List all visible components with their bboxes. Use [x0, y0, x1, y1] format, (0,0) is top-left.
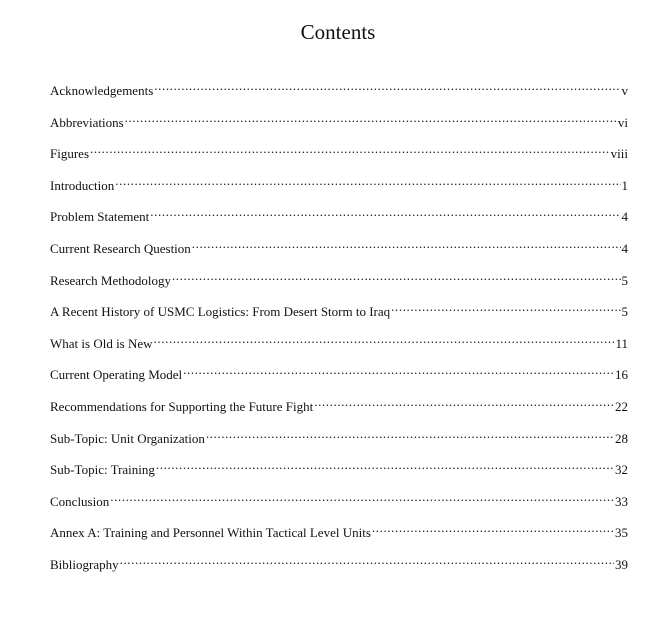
toc-entry-title: Figures [50, 146, 89, 162]
toc-entry-research-methodology[interactable] [50, 267, 628, 299]
toc-entry-title: Conclusion [50, 493, 110, 509]
dot-leader [115, 172, 620, 190]
dot-leader [125, 109, 617, 127]
toc-entry-current-operating-model[interactable] [50, 361, 628, 393]
dot-leader [90, 140, 610, 158]
toc-entry-page-number: 4 [621, 209, 628, 225]
toc-entry-page-number: 33 [615, 493, 628, 509]
dot-leader [206, 425, 614, 443]
dot-leader [154, 330, 615, 348]
toc-entry-introduction[interactable] [50, 172, 628, 204]
toc-entry-bibliography[interactable] [50, 551, 628, 583]
dot-leader [150, 203, 620, 221]
toc-entry-title: Sub-Topic: Unit Organization [50, 430, 205, 446]
toc-entry-title: Current Research Question [50, 240, 191, 256]
toc-entry-page-number: 4 [621, 240, 628, 256]
dot-leader [192, 235, 621, 253]
toc-entry-page-number: 5 [621, 272, 628, 288]
toc-entry-page-number: 22 [615, 398, 628, 414]
toc-entry-current-research-question[interactable] [50, 235, 628, 267]
dot-leader [183, 361, 614, 379]
toc-entry-old-is-new[interactable] [50, 330, 628, 362]
toc-entry-figures[interactable] [50, 140, 628, 172]
toc-entry-title: Current Operating Model [50, 367, 183, 383]
toc-entry-page-number: v [621, 83, 628, 98]
dot-leader [154, 77, 620, 95]
toc-entry-unit-organization[interactable] [50, 425, 628, 457]
toc-entry-abbreviations[interactable] [50, 109, 628, 141]
toc-entry-problem-statement[interactable] [50, 203, 628, 235]
toc-entry-training[interactable] [50, 456, 628, 488]
toc-entry-page-number: 28 [615, 430, 628, 446]
toc-entry-title: Sub-Topic: Training [50, 462, 155, 478]
toc-entry-page-number: vi [617, 114, 628, 130]
toc-entry-page-number: 35 [615, 525, 628, 541]
toc-entry-page-number: 39 [615, 556, 628, 572]
toc-entry-recent-history[interactable] [50, 298, 628, 330]
toc-entry-page-number: viii [610, 146, 628, 162]
toc-entry-title: What is Old is New [50, 335, 153, 351]
dot-leader [314, 393, 614, 411]
toc-entry-annex-a[interactable] [50, 519, 628, 551]
dot-leader [372, 519, 614, 537]
dot-leader [120, 551, 614, 569]
toc-entry-page-number: 11 [615, 335, 628, 351]
toc-entry-title: Annex A: Training and Personnel Within Tactical Level Units [50, 525, 371, 541]
toc-entry-conclusion[interactable] [50, 488, 628, 520]
toc-entry-title: A Recent History of USMC Logistics: From Desert Storm to Iraq [50, 304, 391, 320]
toc-entry-title: Recommendations for Supporting the Future Fight [50, 398, 314, 414]
dot-leader [156, 456, 614, 474]
dot-leader [391, 298, 620, 316]
toc-heading: Contents [300, 20, 376, 44]
dot-leader [172, 267, 621, 285]
toc-entry-title: Introduction [50, 177, 115, 193]
toc-entry-page-number: 16 [615, 367, 628, 383]
toc-entry-title: Research Methodology [50, 272, 171, 288]
toc-entry-title: Abbreviations [50, 114, 124, 130]
dot-leader [110, 488, 614, 506]
toc-entry-recommendations[interactable] [50, 393, 628, 425]
toc-entry-page-number: 1 [621, 177, 628, 193]
toc-entry-title: Acknowledgements [50, 83, 154, 98]
toc-entry-page-number: 5 [621, 304, 628, 320]
toc-entry-title: Problem Statement [50, 209, 150, 225]
toc-entry-acknowledgements[interactable] [50, 77, 628, 109]
toc-entry-page-number: 32 [615, 462, 628, 478]
toc-list [50, 77, 628, 583]
toc-entry-title: Bibliography [50, 556, 119, 572]
